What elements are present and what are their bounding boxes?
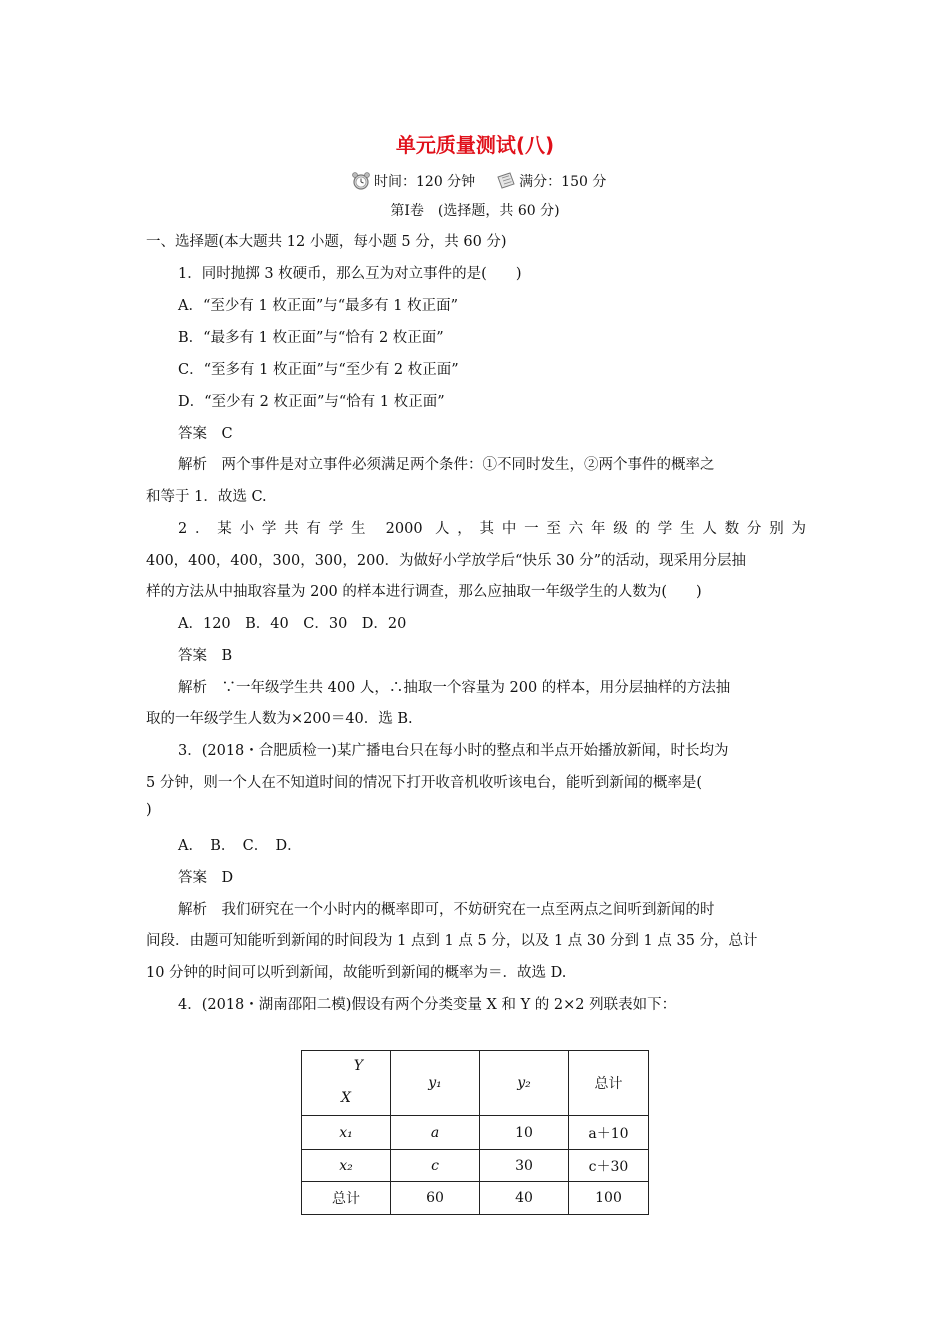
page-title: 单元质量测试(八) [395,133,555,157]
table-cell: x₁ [302,1116,391,1150]
table-cell: c＋30 [569,1150,649,1182]
contingency-table [301,1050,649,1215]
table-row [302,1182,649,1215]
table-row [302,1116,649,1150]
q1-option-c: C．“至多有 1 枚正面”与“至少有 2 枚正面” [178,362,459,378]
q4-stem: 4．(2018・湖南邵阳二模)假设有两个分类变量 X 和 Y 的 2×2 列联表如下： [178,997,677,1013]
q2-stem-line: 400，400，400，300，300，200．为做好小学放学后“快乐 30 分”的活动，现采用分层抽 [146,553,747,569]
q3-options: A． B． C． D． [178,838,302,854]
full-score: 满分：150 分 [519,174,607,190]
q1-option-b: B．“最多有 1 枚正面”与“恰有 2 枚正面” [178,330,444,346]
table-row [302,1150,649,1182]
exam-meta [350,170,606,192]
table-cell: 40 [480,1182,569,1215]
q2-analysis-line: 解析 ∵一年级学生共 400 人，∴抽取一个容量为 200 的样本，用分层抽样的方法抽 [178,680,731,696]
header-cell: 总计 [569,1051,649,1116]
table-corner-cell [302,1051,391,1116]
q3-stem-line: 3．(2018・合肥质检一)某广播电台只在每小时的整点和半点开始播放新闻，时长均为 [178,743,729,759]
q2-stem-line: 样的方法从中抽取容量为 200 的样本进行调查，那么应抽取一年级学生的人数为( ) [146,584,702,600]
alarm-clock-icon [350,171,372,191]
q2-options: A．120 B．40 C．30 D．20 [178,616,407,632]
q1-option-a: A．“至少有 1 枚正面”与“最多有 1 枚正面” [178,298,459,314]
q2-analysis-line: 取的一年级学生人数为×200＝40．选 B. [146,711,413,727]
q1-answer: 答案 C [178,426,233,442]
table-cell: x₂ [302,1150,391,1182]
header-cell: y₂ [480,1051,569,1116]
q3-analysis-line: 10 分钟的时间可以听到新闻，故能听到新闻的概率为＝．故选 D. [146,965,567,981]
table-cell: 10 [480,1116,569,1150]
q3-stem-line: ) [146,802,152,818]
table-cell: c [391,1150,480,1182]
q2-stem-line: 2．某小学共有学生 2000 人，其中一至六年级的学生人数分别为 [178,521,806,537]
q3-stem-line: 5 分钟，则一个人在不知道时间的情况下打开收音机收听该电台，能听到新闻的概率是( [146,775,702,791]
volume-heading: 第Ⅰ卷 (选择题，共 60 分) [390,203,560,219]
table-cell: a [391,1116,480,1150]
corner-x-label: X [341,1090,351,1106]
table-cell: a＋10 [569,1116,649,1150]
time-limit: 时间：120 分钟 [374,174,476,190]
q3-analysis-line: 间段．由题可知能听到新闻的时间段为 1 点到 1 点 5 分，以及 1 点 30 分到 1 点 35 分，总计 [146,933,758,949]
q3-answer: 答案 D [178,870,234,886]
table-cell: 总计 [302,1182,391,1215]
q1-analysis-line: 和等于 1．故选 C. [146,489,267,505]
table-cell: 30 [480,1150,569,1182]
score-paper-icon [495,171,517,191]
table-cell: 60 [391,1182,480,1215]
q1-analysis-line: 解析 两个事件是对立事件必须满足两个条件：①不同时发生，②两个事件的概率之 [178,457,715,473]
corner-y-label: Y [353,1058,363,1074]
q1-option-d: D．“至少有 2 枚正面”与“恰有 1 枚正面” [178,394,445,410]
table-header-row [302,1051,649,1116]
q3-analysis-line: 解析 我们研究在一个小时内的概率即可，不妨研究在一点至两点之间听到新闻的时 [178,902,715,918]
q2-answer: 答案 B [178,648,233,664]
table-cell: 100 [569,1182,649,1215]
q1-stem: 1．同时抛掷 3 枚硬币，那么互为对立事件的是( ) [178,266,522,282]
header-cell: y₁ [391,1051,480,1116]
section-heading: 一、选择题(本大题共 12 小题，每小题 5 分，共 60 分) [146,234,507,250]
